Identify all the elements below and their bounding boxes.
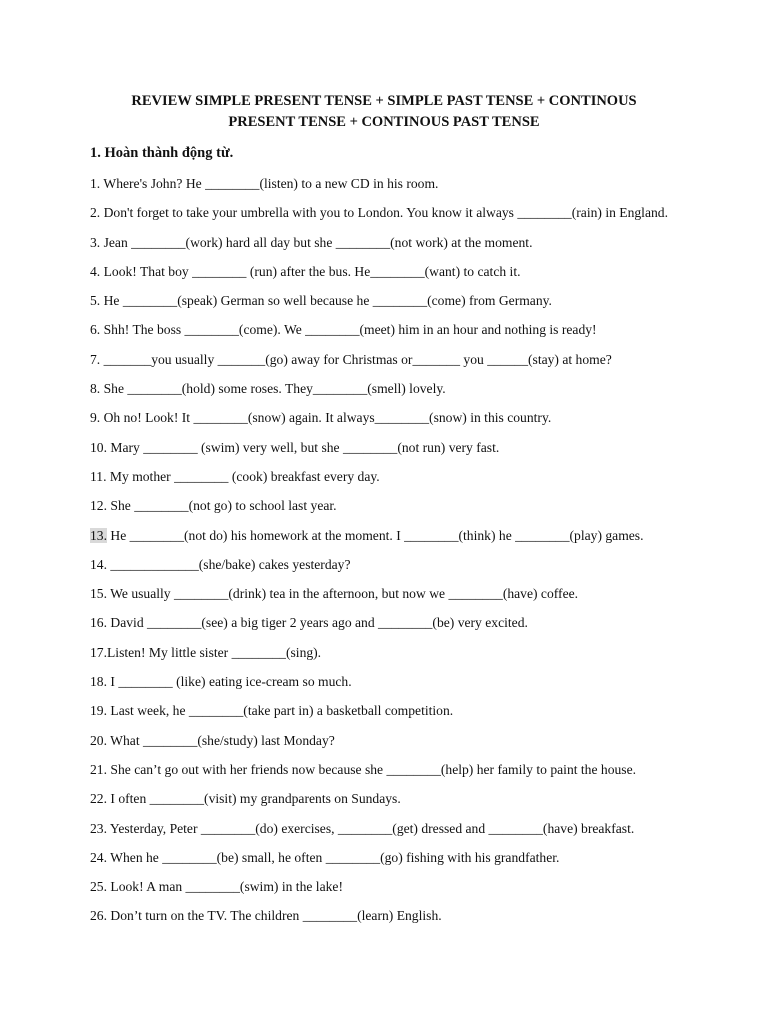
section-heading: 1. Hoàn thành động từ. — [90, 145, 234, 161]
exercise-list — [90, 174, 668, 936]
exercise-item — [90, 643, 668, 672]
exercise-number: 16. — [90, 615, 107, 631]
exercise-item — [90, 906, 668, 935]
exercise-text: Mary ________ (swim) very well, but she ________(not run) very fast. — [110, 439, 500, 455]
exercise-text: Shh! The boss ________(come). We ________(meet) him in an hour and nothing is ready! — [103, 322, 597, 338]
exercise-number: 6. — [90, 322, 101, 338]
exercise-item — [90, 291, 668, 320]
exercise-text: _____________(she/bake) cakes yesterday? — [110, 556, 351, 572]
exercise-item — [90, 379, 668, 408]
exercise-number: 15. — [90, 586, 107, 602]
exercise-number: 10. — [90, 439, 107, 455]
exercise-item — [90, 819, 668, 848]
exercise-number: 14. — [90, 556, 107, 572]
exercise-text: Look! That boy ________ (run) after the bus. He________(want) to catch it. — [103, 263, 521, 279]
exercise-number: 9. — [90, 410, 101, 426]
exercise-text: Last week, he ________(take part in) a basketball competition. — [110, 703, 454, 719]
exercise-text: When he ________(be) small, he often ________(go) fishing with his grandfather. — [110, 849, 560, 865]
exercise-text: We usually ________(drink) tea in the afternoon, but now we ________(have) coffee. — [110, 586, 579, 602]
exercise-item — [90, 408, 668, 437]
exercise-number: 4. — [90, 263, 101, 279]
exercise-item — [90, 848, 668, 877]
exercise-text: My mother ________ (cook) breakfast every day. — [109, 468, 380, 484]
exercise-item — [90, 262, 668, 291]
title-line-1: REVIEW SIMPLE PRESENT TENSE + SIMPLE PAST TENSE + CONTINOUS — [131, 93, 637, 109]
exercise-text: Listen! My little sister ________(sing). — [107, 644, 322, 660]
exercise-text: Yesterday, Peter ________(do) exercises, ________(get) dressed and ________(have) breakfast. — [109, 820, 635, 836]
exercise-number: 24. — [90, 849, 107, 865]
exercise-item — [90, 877, 668, 906]
exercise-number: 8. — [90, 381, 101, 397]
exercise-number: 22. — [90, 791, 107, 807]
exercise-text: She ________(hold) some roses. They________(smell) lovely. — [103, 381, 446, 397]
exercise-text: Look! A man ________(swim) in the lake! — [110, 879, 343, 895]
exercise-number: 1. — [90, 176, 101, 191]
exercise-number: 2. — [90, 205, 101, 221]
exercise-text: David ________(see) a big tiger 2 years ago and ________(be) very excited. — [110, 615, 528, 631]
exercise-number: 3. — [90, 234, 101, 250]
exercise-text: He ________(speak) German so well because he ________(come) from Germany. — [103, 293, 552, 309]
exercise-item — [90, 613, 668, 642]
exercise-number: 21. — [90, 761, 107, 777]
exercise-text: Where's John? He ________(listen) to a new CD in his room. — [103, 176, 439, 191]
exercise-text: I ________ (like) eating ice-cream so much. — [110, 674, 352, 690]
exercise-number: 5. — [90, 293, 101, 309]
exercise-item — [90, 438, 668, 467]
exercise-number: 18. — [90, 674, 107, 690]
exercise-item — [90, 350, 668, 379]
exercise-item — [90, 203, 668, 232]
exercise-text: I often ________(visit) my grandparents on Sundays. — [110, 791, 401, 807]
exercise-item — [90, 731, 668, 760]
exercise-text: Jean ________(work) hard all day but she ________(not work) at the moment. — [103, 234, 533, 250]
exercise-text: Don't forget to take your umbrella with you to London. You know it always ________(rain) in England. — [103, 205, 668, 221]
exercise-text: He ________(not do) his homework at the moment. I ________(think) he ________(play) games. — [110, 527, 644, 543]
exercise-text: She ________(not go) to school last year. — [110, 498, 337, 514]
exercise-text: She can’t go out with her friends now because she ________(help) her family to paint the house. — [110, 761, 637, 777]
exercise-item — [90, 233, 668, 262]
exercise-number: 11. — [90, 468, 107, 484]
exercise-item — [90, 496, 668, 525]
exercise-text: Don’t turn on the TV. The children ________(learn) English. — [110, 908, 442, 924]
exercise-item — [90, 760, 668, 789]
exercise-number: 17. — [90, 644, 107, 660]
exercise-number: 26. — [90, 908, 107, 924]
exercise-number: 23. — [90, 820, 107, 836]
exercise-number: 19. — [90, 703, 107, 719]
exercise-number: 25. — [90, 879, 107, 895]
exercise-item — [90, 789, 668, 818]
exercise-item — [90, 174, 668, 203]
title-line-2: PRESENT TENSE + CONTINOUS PAST TENSE — [228, 114, 540, 130]
exercise-item — [90, 584, 668, 613]
exercise-number: 7. — [90, 351, 101, 367]
exercise-number: 20. — [90, 732, 107, 748]
exercise-text: Oh no! Look! It ________(snow) again. It always________(snow) in this country. — [103, 410, 552, 426]
exercise-item — [90, 672, 668, 701]
exercise-text: _______you usually _______(go) away for Christmas or_______ you ______(stay) at home? — [103, 351, 612, 367]
exercise-item — [90, 467, 668, 496]
exercise-item — [90, 320, 668, 349]
exercise-item — [90, 526, 668, 555]
exercise-number: 13. — [90, 527, 107, 543]
exercise-number: 12. — [90, 498, 107, 514]
exercise-item — [90, 555, 668, 584]
exercise-item — [90, 701, 668, 730]
exercise-text: What ________(she/study) last Monday? — [110, 732, 335, 748]
worksheet-title — [0, 91, 768, 133]
